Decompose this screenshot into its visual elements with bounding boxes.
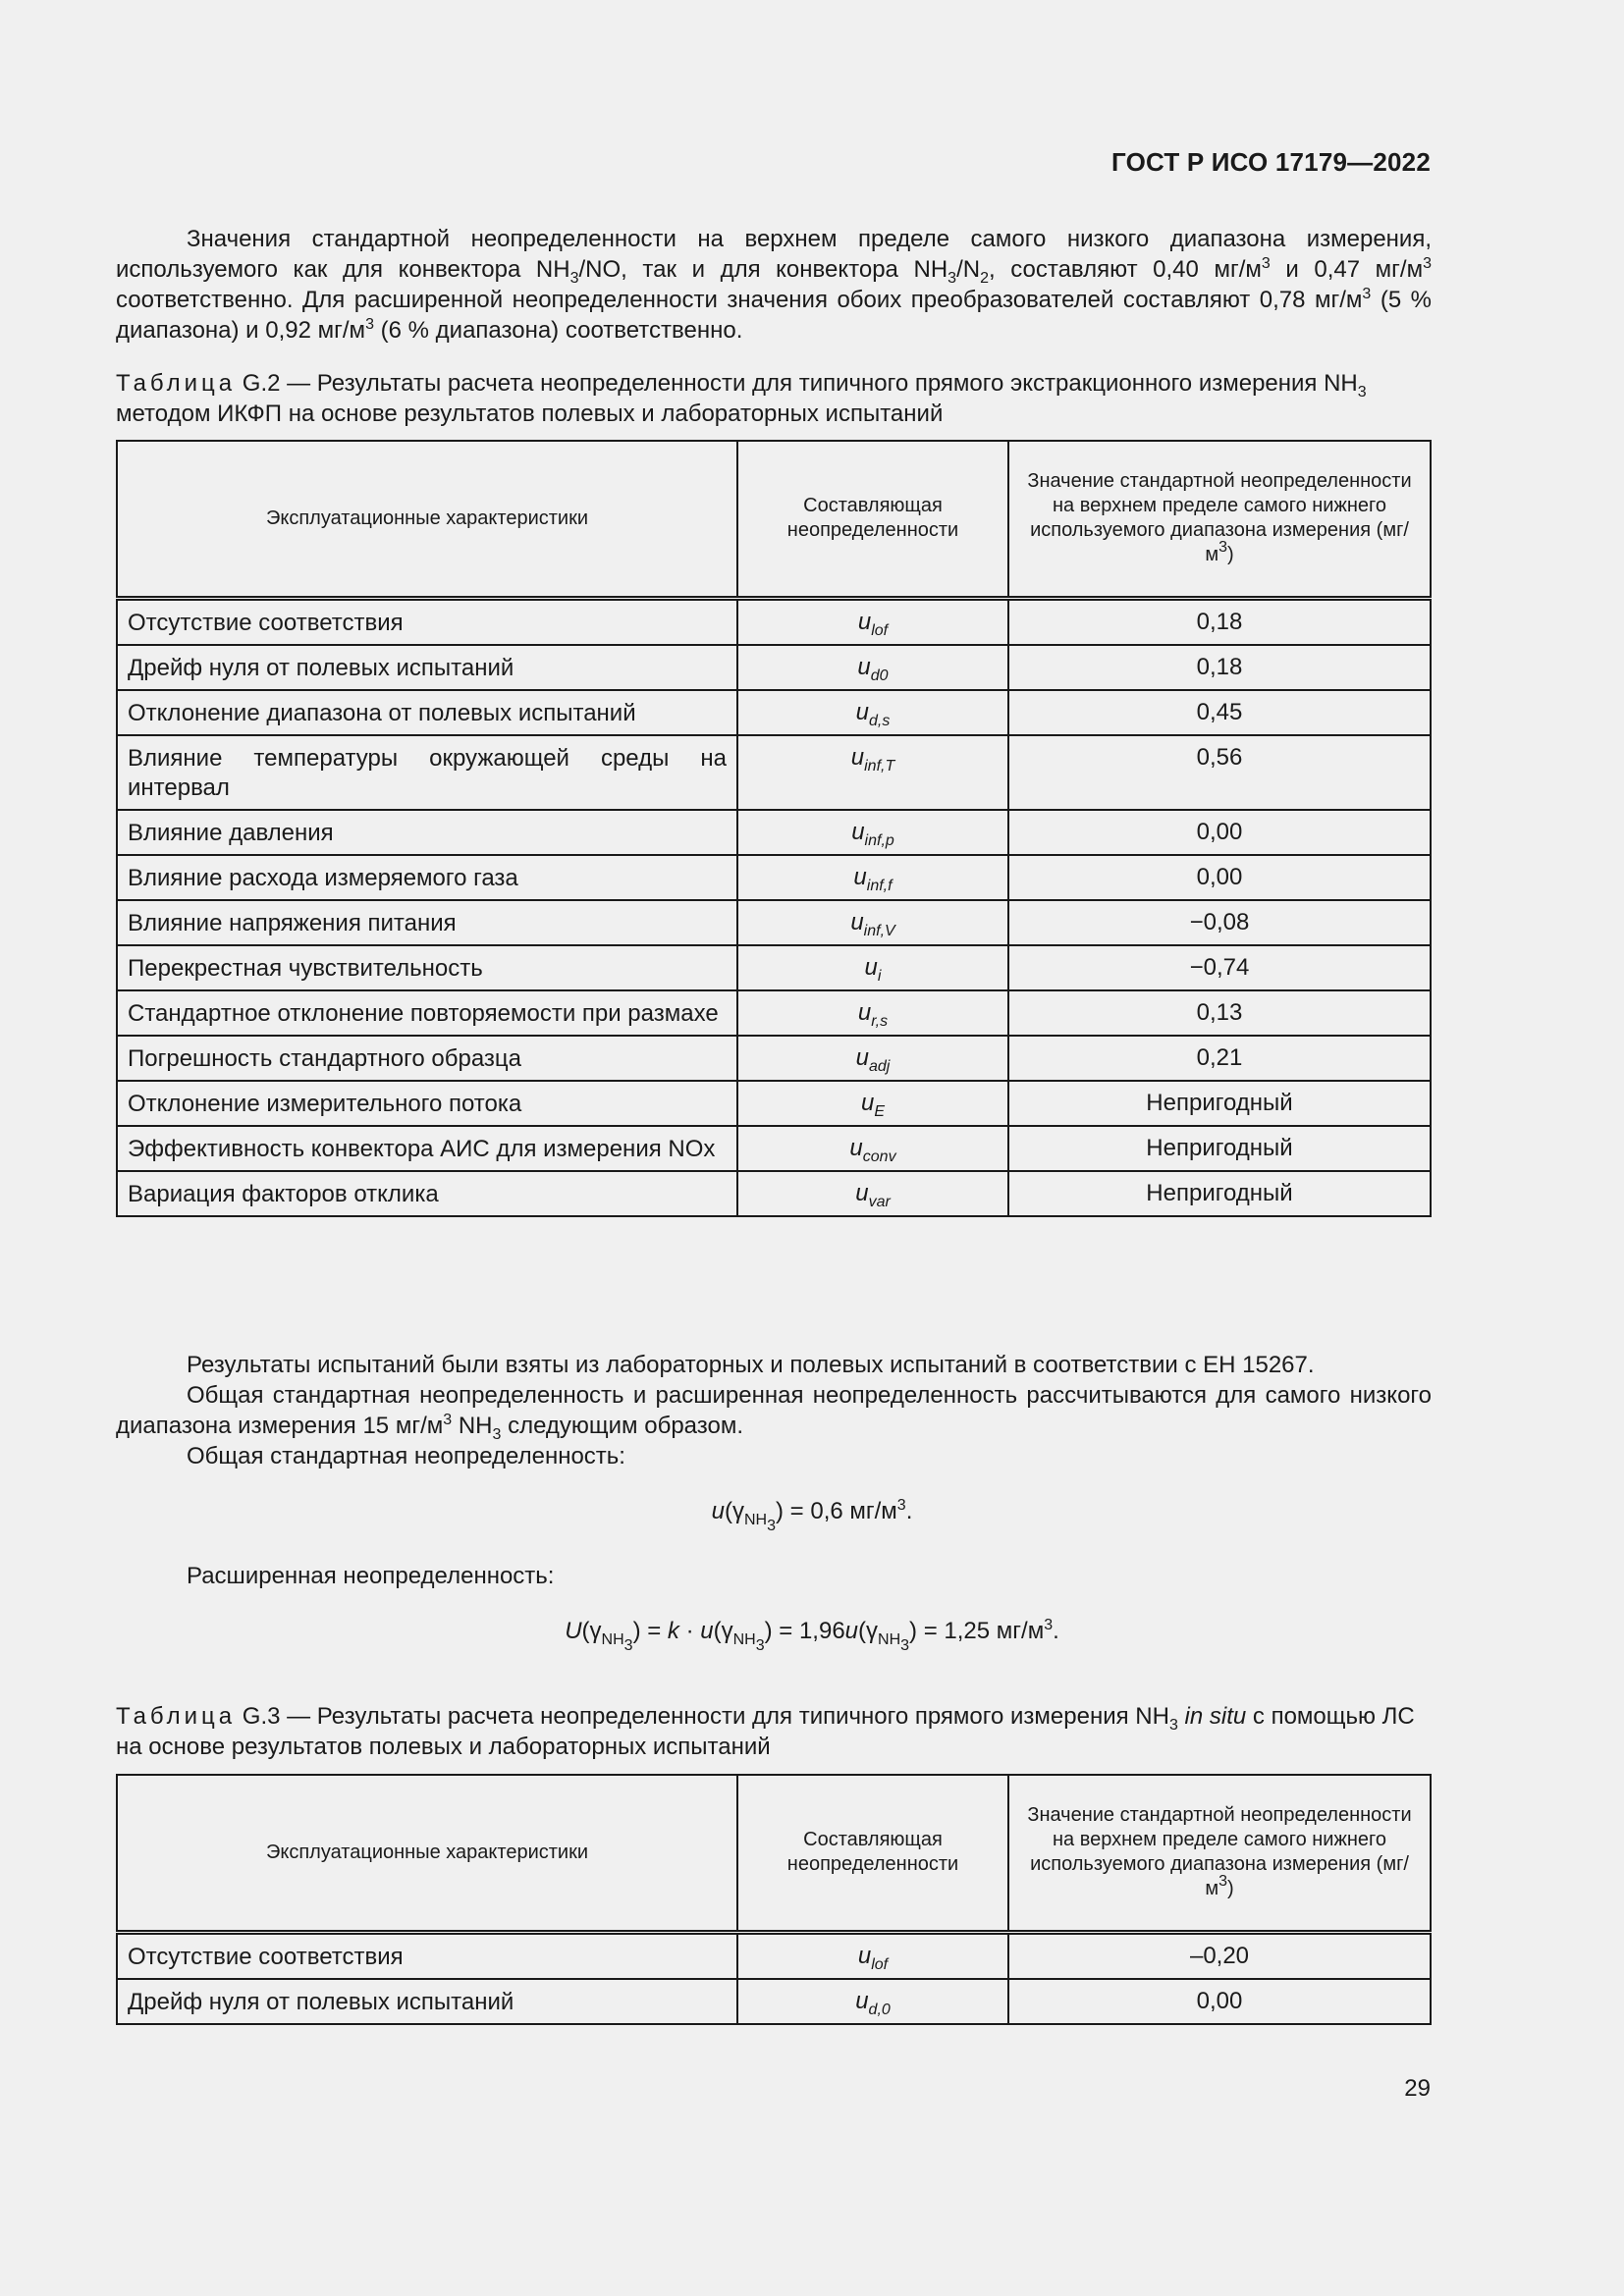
characteristic-cell: Погрешность стандартного образца (117, 1036, 737, 1081)
uncertainty-value-cell: 0,56 (1008, 735, 1431, 810)
uncertainty-symbol-cell: $u_{lof}$ (737, 1932, 1008, 1979)
uncertainty-value-cell: Непригодный (1008, 1126, 1431, 1171)
header-characteristics: Эксплуатационные характеристики (117, 441, 737, 598)
uncertainty-symbol-cell: $u_i$ (737, 945, 1008, 990)
uncertainty-value-cell: −0,74 (1008, 945, 1431, 990)
table-g3-caption: Таблица G.3 — Результаты расчета неопределенности для типичного прямого измерения $NH_3$ in situ с помощью ЛС на основе результатов полевых и лабораторных испытаний (116, 1703, 1415, 1760)
uncertainty-value-cell: −0,08 (1008, 900, 1431, 945)
characteristic-cell: Отсутствие соответствия (117, 598, 737, 645)
header-uncertainty-value: Значение стандартной неопределенности на верхнем пределе самого нижнего используемого диапазона измерения $(мг/м^3)$ (1008, 1775, 1431, 1932)
uncertainty-value-cell: 0,13 (1008, 990, 1431, 1036)
table-g3 (116, 1774, 1432, 2025)
table-row (117, 1932, 1431, 1979)
table-row (117, 990, 1431, 1036)
uncertainty-value-cell: 0,00 (1008, 1979, 1431, 2024)
characteristic-cell: Влияние напряжения питания (117, 900, 737, 945)
table-row (117, 1126, 1431, 1171)
uncertainty-value-cell: Непригодный (1008, 1171, 1431, 1216)
results-paragraph: Результаты испытаний были взяты из лабораторных и полевых испытаний в соответствии с ЕН 15267. (187, 1352, 1315, 1378)
table-row (117, 810, 1431, 855)
uncertainty-symbol-cell: $u_{d0}$ (737, 645, 1008, 690)
expanded-uncertainty-label: Расширенная неопределенность: (187, 1563, 555, 1589)
characteristic-cell: Отсутствие соответствия (117, 1932, 737, 1979)
table-g2-caption: Таблица G.2 — Результаты расчета неопределенности для типичного прямого экстракционного измерения $NH_3$ методом ИКФП на основе результатов полевых и лабораторных испытаний (116, 370, 1367, 427)
characteristic-cell: Влияние температуры окружающей среды на интервал (117, 735, 737, 810)
uncertainty-symbol-cell: $u_{conv}$ (737, 1126, 1008, 1171)
characteristic-cell: Дрейф нуля от полевых испытаний (117, 1979, 737, 2024)
table-row (117, 855, 1431, 900)
uncertainty-value-cell: 0,18 (1008, 645, 1431, 690)
calculation-paragraph: Общая стандартная неопределенность и расширенная неопределенность рассчитываются для самого низкого диапазона измерения 15 $мг/м^3$ $NH_3$ следующим образом. (116, 1382, 1432, 1443)
table-row (117, 690, 1431, 735)
table-row (117, 645, 1431, 690)
uncertainty-symbol-cell: $u_{d,0}$ (737, 1979, 1008, 2024)
uncertainty-value-cell: 0,18 (1008, 598, 1431, 645)
uncertainty-value-cell: 0,00 (1008, 810, 1431, 855)
uncertainty-symbol-cell: $u_{lof}$ (737, 598, 1008, 645)
table-g2 (116, 440, 1432, 1217)
table-row (117, 598, 1431, 645)
table-row (117, 900, 1431, 945)
table-row (117, 1081, 1431, 1126)
formula-expanded-uncertainty: $U(\gamma_{NH_3}) = k \cdot u(\gamma_{NH_3}) = 1,96u(\gamma_{NH_3}) = 1,25$ $мг/м^3$. (565, 1617, 1059, 1654)
uncertainty-value-cell: 0,00 (1008, 855, 1431, 900)
table-header-row (117, 441, 1431, 598)
uncertainty-value-cell: –0,20 (1008, 1932, 1431, 1979)
document-header: ГОСТ Р ИСО 17179—2022 (1110, 147, 1431, 177)
characteristic-cell: Перекрестная чувствительность (117, 945, 737, 990)
uncertainty-value-cell: 0,45 (1008, 690, 1431, 735)
characteristic-cell: Вариация факторов отклика (117, 1171, 737, 1216)
header-uncertainty-component: Составляющая неопределенности (737, 441, 1008, 598)
characteristic-cell: Стандартное отклонение повторяемости при размахе (117, 990, 737, 1036)
combined-uncertainty-label: Общая стандартная неопределенность: (187, 1443, 625, 1469)
intro-paragraph: Значения стандартной неопределенности на верхнем пределе самого низкого диапазона измерения, используемого как для конвектора $NH_3/NO$, так и для конвектора $NH_3/N_2$, составляют 0,40 $мг/м^3$ и 0,47 $мг/м^3$ соответственно. Для расширенной неопределенности значения обоих преобразователей составляют 0,78 $мг/м^3$ (5 % диапазона) и 0,92 $мг/м^3$ (6 % диапазона) соответственно. (116, 226, 1433, 344)
table-row (117, 1979, 1431, 2024)
table-header-row (117, 1775, 1431, 1932)
uncertainty-symbol-cell: $u_{var}$ (737, 1171, 1008, 1216)
characteristic-cell: Влияние расхода измеряемого газа (117, 855, 737, 900)
page-number: 29 (1404, 2075, 1431, 2102)
header-characteristics: Эксплуатационные характеристики (117, 1775, 737, 1932)
formula-combined-uncertainty: $u(\gamma_{NH_3}) = 0,6$ $мг/м^3$. (711, 1497, 913, 1534)
uncertainty-symbol-cell: $u_{inf,T}$ (737, 735, 1008, 810)
uncertainty-symbol-cell: $u_E$ (737, 1081, 1008, 1126)
uncertainty-symbol-cell: $u_{inf,V}$ (737, 900, 1008, 945)
characteristic-cell: Отклонение диапазона от полевых испытаний (117, 690, 737, 735)
uncertainty-symbol-cell: $u_{r,s}$ (737, 990, 1008, 1036)
header-uncertainty-value: Значение стандартной неопределенности на верхнем пределе самого нижнего используемого диапазона измерения $(мг/м^3)$ (1008, 441, 1431, 598)
table-row (117, 1036, 1431, 1081)
table-row (117, 945, 1431, 990)
characteristic-cell: Эффективность конвектора АИС для измерения NOx (117, 1126, 737, 1171)
characteristic-cell: Отклонение измерительного потока (117, 1081, 737, 1126)
characteristic-cell: Влияние давления (117, 810, 737, 855)
table-row (117, 1171, 1431, 1216)
uncertainty-symbol-cell: $u_{inf,p}$ (737, 810, 1008, 855)
header-uncertainty-component: Составляющая неопределенности (737, 1775, 1008, 1932)
uncertainty-symbol-cell: $u_{adj}$ (737, 1036, 1008, 1081)
uncertainty-value-cell: Непригодный (1008, 1081, 1431, 1126)
characteristic-cell: Дрейф нуля от полевых испытаний (117, 645, 737, 690)
uncertainty-value-cell: 0,21 (1008, 1036, 1431, 1081)
table-row (117, 735, 1431, 810)
uncertainty-symbol-cell: $u_{inf,f}$ (737, 855, 1008, 900)
uncertainty-symbol-cell: $u_{d,s}$ (737, 690, 1008, 735)
